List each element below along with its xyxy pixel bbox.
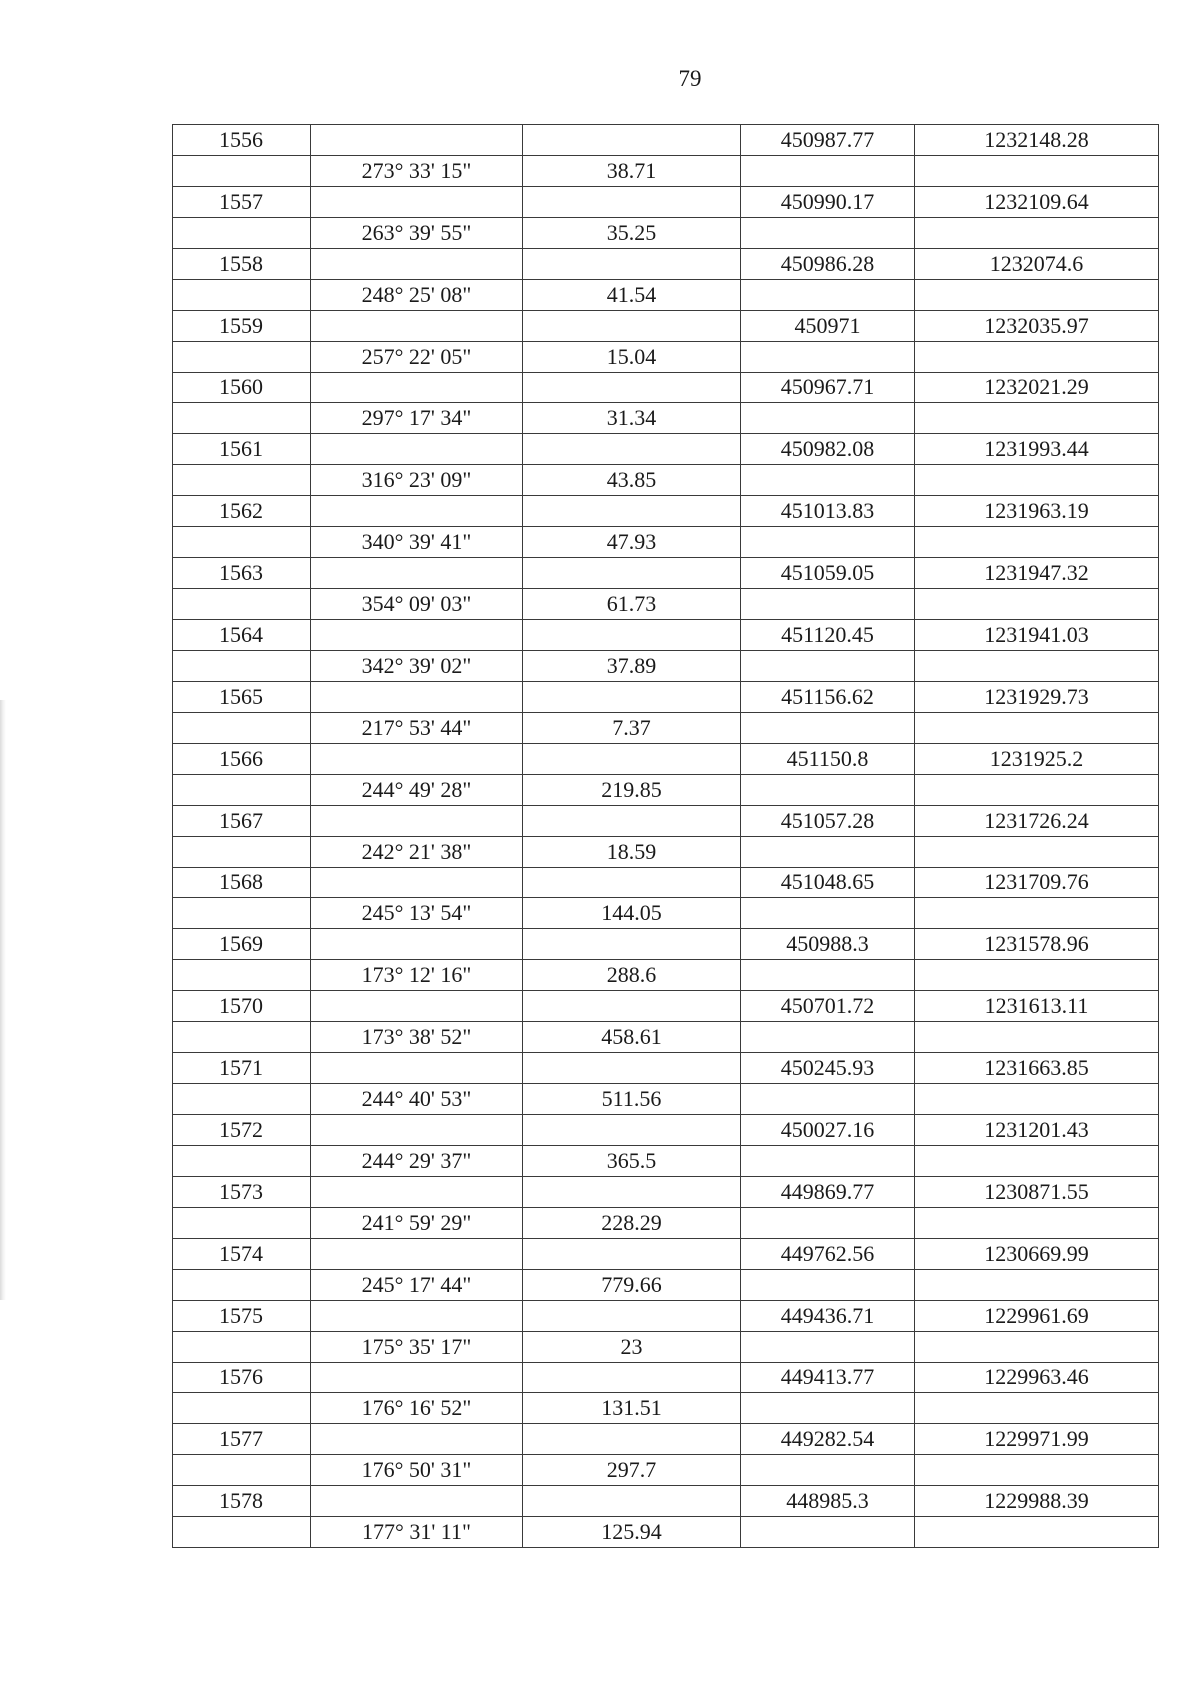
- cell-distance: [523, 1486, 741, 1517]
- table-row-course: [173, 1207, 1159, 1238]
- table-row-course: [173, 527, 1159, 558]
- cell-bearing: 342° 39' 02": [311, 650, 523, 681]
- cell-northing: 1231709.76: [915, 867, 1159, 898]
- cell-station: 1557: [173, 186, 311, 217]
- cell-bearing: 273° 33' 15": [311, 155, 523, 186]
- table-row-station: [173, 991, 1159, 1022]
- cell-distance: [523, 372, 741, 403]
- cell-easting: [741, 1084, 915, 1115]
- cell-easting: [741, 1455, 915, 1486]
- cell-station: [173, 1269, 311, 1300]
- table-row-station: [173, 1300, 1159, 1331]
- cell-station: [173, 1331, 311, 1362]
- table-row-station: [173, 125, 1159, 156]
- cell-distance: [523, 620, 741, 651]
- cell-distance: 47.93: [523, 527, 741, 558]
- cell-bearing: [311, 743, 523, 774]
- table-row-station: [173, 558, 1159, 589]
- cell-northing: [915, 712, 1159, 743]
- cell-northing: 1231663.85: [915, 1053, 1159, 1084]
- cell-northing: [915, 1455, 1159, 1486]
- cell-station: 1573: [173, 1176, 311, 1207]
- cell-station: 1560: [173, 372, 311, 403]
- cell-northing: [915, 1331, 1159, 1362]
- cell-distance: 365.5: [523, 1145, 741, 1176]
- cell-distance: [523, 1424, 741, 1455]
- table-row-station: [173, 929, 1159, 960]
- cell-distance: 37.89: [523, 650, 741, 681]
- survey-coordinates-table: [172, 124, 1159, 1548]
- scan-edge-shadow: [0, 700, 6, 1300]
- cell-bearing: [311, 125, 523, 156]
- cell-easting: 450701.72: [741, 991, 915, 1022]
- cell-northing: [915, 403, 1159, 434]
- cell-northing: 1232148.28: [915, 125, 1159, 156]
- cell-easting: [741, 403, 915, 434]
- table-row-course: [173, 1393, 1159, 1424]
- cell-easting: [741, 960, 915, 991]
- cell-station: [173, 1207, 311, 1238]
- cell-bearing: 242° 21' 38": [311, 836, 523, 867]
- cell-distance: [523, 1362, 741, 1393]
- cell-station: [173, 960, 311, 991]
- cell-distance: 511.56: [523, 1084, 741, 1115]
- cell-easting: 450027.16: [741, 1115, 915, 1146]
- cell-station: [173, 650, 311, 681]
- cell-easting: 449282.54: [741, 1424, 915, 1455]
- cell-distance: 458.61: [523, 1022, 741, 1053]
- table-row-station: [173, 496, 1159, 527]
- cell-distance: 38.71: [523, 155, 741, 186]
- cell-easting: 451150.8: [741, 743, 915, 774]
- cell-northing: 1231726.24: [915, 805, 1159, 836]
- cell-station: 1568: [173, 867, 311, 898]
- table-row-station: [173, 434, 1159, 465]
- cell-distance: 144.05: [523, 898, 741, 929]
- cell-bearing: [311, 620, 523, 651]
- cell-distance: [523, 1115, 741, 1146]
- cell-easting: 448985.3: [741, 1486, 915, 1517]
- cell-easting: [741, 712, 915, 743]
- cell-northing: 1232021.29: [915, 372, 1159, 403]
- cell-bearing: 217° 53' 44": [311, 712, 523, 743]
- table-row-course: [173, 155, 1159, 186]
- table-row-station: [173, 186, 1159, 217]
- cell-station: [173, 1455, 311, 1486]
- cell-northing: 1231929.73: [915, 681, 1159, 712]
- cell-northing: 1229961.69: [915, 1300, 1159, 1331]
- cell-distance: 43.85: [523, 465, 741, 496]
- cell-easting: 451156.62: [741, 681, 915, 712]
- cell-station: 1570: [173, 991, 311, 1022]
- cell-easting: 451013.83: [741, 496, 915, 527]
- cell-easting: 450987.77: [741, 125, 915, 156]
- cell-bearing: 175° 35' 17": [311, 1331, 523, 1362]
- table-row-course: [173, 1331, 1159, 1362]
- table-row-course: [173, 1269, 1159, 1300]
- cell-northing: [915, 774, 1159, 805]
- cell-easting: 450982.08: [741, 434, 915, 465]
- cell-easting: [741, 1517, 915, 1548]
- cell-station: [173, 1517, 311, 1548]
- cell-bearing: [311, 434, 523, 465]
- cell-station: [173, 836, 311, 867]
- cell-station: [173, 527, 311, 558]
- cell-easting: [741, 217, 915, 248]
- cell-station: [173, 1084, 311, 1115]
- cell-northing: [915, 527, 1159, 558]
- cell-station: 1561: [173, 434, 311, 465]
- cell-distance: [523, 434, 741, 465]
- cell-northing: 1230871.55: [915, 1176, 1159, 1207]
- cell-distance: 131.51: [523, 1393, 741, 1424]
- cell-station: 1575: [173, 1300, 311, 1331]
- cell-bearing: [311, 1176, 523, 1207]
- cell-northing: 1231578.96: [915, 929, 1159, 960]
- cell-distance: [523, 1300, 741, 1331]
- cell-distance: 41.54: [523, 279, 741, 310]
- cell-station: 1564: [173, 620, 311, 651]
- cell-northing: [915, 465, 1159, 496]
- cell-station: 1567: [173, 805, 311, 836]
- cell-bearing: [311, 372, 523, 403]
- cell-northing: [915, 898, 1159, 929]
- cell-bearing: [311, 1424, 523, 1455]
- cell-easting: [741, 589, 915, 620]
- cell-bearing: [311, 558, 523, 589]
- cell-bearing: [311, 929, 523, 960]
- cell-bearing: 340° 39' 41": [311, 527, 523, 558]
- cell-station: 1578: [173, 1486, 311, 1517]
- cell-station: [173, 403, 311, 434]
- table-row-course: [173, 712, 1159, 743]
- cell-station: 1556: [173, 125, 311, 156]
- cell-easting: 449413.77: [741, 1362, 915, 1393]
- cell-station: [173, 898, 311, 929]
- cell-bearing: [311, 681, 523, 712]
- cell-bearing: [311, 1115, 523, 1146]
- cell-northing: [915, 650, 1159, 681]
- cell-northing: [915, 1084, 1159, 1115]
- cell-northing: [915, 1207, 1159, 1238]
- table-body: [173, 125, 1159, 1548]
- cell-distance: [523, 1053, 741, 1084]
- cell-bearing: [311, 991, 523, 1022]
- cell-distance: [523, 805, 741, 836]
- cell-distance: 31.34: [523, 403, 741, 434]
- cell-northing: 1231925.2: [915, 743, 1159, 774]
- page-number: 79: [678, 66, 702, 91]
- cell-northing: [915, 217, 1159, 248]
- cell-bearing: [311, 310, 523, 341]
- cell-easting: [741, 898, 915, 929]
- cell-station: 1569: [173, 929, 311, 960]
- cell-northing: [915, 960, 1159, 991]
- cell-distance: 297.7: [523, 1455, 741, 1486]
- cell-northing: 1231947.32: [915, 558, 1159, 589]
- table-row-station: [173, 1424, 1159, 1455]
- cell-northing: 1230669.99: [915, 1238, 1159, 1269]
- cell-bearing: 177° 31' 11": [311, 1517, 523, 1548]
- cell-northing: [915, 1269, 1159, 1300]
- table-row-station: [173, 681, 1159, 712]
- cell-station: [173, 589, 311, 620]
- cell-bearing: [311, 186, 523, 217]
- table-row-course: [173, 1455, 1159, 1486]
- cell-easting: [741, 341, 915, 372]
- cell-bearing: [311, 1362, 523, 1393]
- cell-distance: 35.25: [523, 217, 741, 248]
- cell-bearing: 176° 50' 31": [311, 1455, 523, 1486]
- cell-easting: [741, 155, 915, 186]
- cell-easting: 449436.71: [741, 1300, 915, 1331]
- cell-station: [173, 279, 311, 310]
- cell-northing: 1231963.19: [915, 496, 1159, 527]
- table-row-station: [173, 1486, 1159, 1517]
- cell-northing: [915, 589, 1159, 620]
- cell-easting: 451120.45: [741, 620, 915, 651]
- cell-bearing: 176° 16' 52": [311, 1393, 523, 1424]
- table-row-station: [173, 1053, 1159, 1084]
- table-row-course: [173, 650, 1159, 681]
- cell-bearing: [311, 1238, 523, 1269]
- cell-easting: [741, 1022, 915, 1053]
- cell-bearing: 241° 59' 29": [311, 1207, 523, 1238]
- cell-bearing: [311, 805, 523, 836]
- cell-distance: [523, 310, 741, 341]
- cell-station: 1577: [173, 1424, 311, 1455]
- cell-station: [173, 341, 311, 372]
- table-row-course: [173, 960, 1159, 991]
- table-row-course: [173, 279, 1159, 310]
- cell-station: 1566: [173, 743, 311, 774]
- cell-easting: 450245.93: [741, 1053, 915, 1084]
- cell-distance: 779.66: [523, 1269, 741, 1300]
- cell-station: 1565: [173, 681, 311, 712]
- table-row-station: [173, 248, 1159, 279]
- cell-station: 1571: [173, 1053, 311, 1084]
- cell-bearing: 316° 23' 09": [311, 465, 523, 496]
- cell-station: [173, 712, 311, 743]
- cell-easting: [741, 1393, 915, 1424]
- table-row-course: [173, 217, 1159, 248]
- cell-easting: 449869.77: [741, 1176, 915, 1207]
- cell-easting: [741, 774, 915, 805]
- cell-station: 1563: [173, 558, 311, 589]
- cell-bearing: 244° 40' 53": [311, 1084, 523, 1115]
- cell-northing: 1229963.46: [915, 1362, 1159, 1393]
- cell-bearing: 248° 25' 08": [311, 279, 523, 310]
- cell-northing: 1229971.99: [915, 1424, 1159, 1455]
- cell-northing: [915, 279, 1159, 310]
- cell-northing: [915, 1022, 1159, 1053]
- cell-station: 1562: [173, 496, 311, 527]
- table-row-course: [173, 1084, 1159, 1115]
- cell-station: 1558: [173, 248, 311, 279]
- table-row-course: [173, 465, 1159, 496]
- cell-station: [173, 1393, 311, 1424]
- cell-distance: [523, 991, 741, 1022]
- cell-northing: [915, 1145, 1159, 1176]
- cell-station: 1559: [173, 310, 311, 341]
- cell-distance: [523, 681, 741, 712]
- cell-station: [173, 217, 311, 248]
- cell-easting: [741, 279, 915, 310]
- table-row-course: [173, 403, 1159, 434]
- cell-easting: [741, 650, 915, 681]
- table-row-course: [173, 1517, 1159, 1548]
- cell-bearing: 245° 17' 44": [311, 1269, 523, 1300]
- cell-distance: [523, 1176, 741, 1207]
- cell-northing: [915, 1517, 1159, 1548]
- cell-northing: 1231201.43: [915, 1115, 1159, 1146]
- cell-bearing: 354° 09' 03": [311, 589, 523, 620]
- cell-distance: [523, 248, 741, 279]
- cell-bearing: [311, 248, 523, 279]
- table-row-station: [173, 1176, 1159, 1207]
- cell-easting: 450967.71: [741, 372, 915, 403]
- cell-bearing: 173° 12' 16": [311, 960, 523, 991]
- cell-bearing: 244° 29' 37": [311, 1145, 523, 1176]
- cell-distance: [523, 496, 741, 527]
- cell-northing: 1232109.64: [915, 186, 1159, 217]
- table-row-station: [173, 620, 1159, 651]
- cell-northing: 1232035.97: [915, 310, 1159, 341]
- cell-easting: [741, 1331, 915, 1362]
- cell-distance: [523, 929, 741, 960]
- table-row-course: [173, 774, 1159, 805]
- cell-distance: 18.59: [523, 836, 741, 867]
- cell-distance: [523, 867, 741, 898]
- cell-northing: 1231613.11: [915, 991, 1159, 1022]
- cell-easting: 451048.65: [741, 867, 915, 898]
- cell-distance: 288.6: [523, 960, 741, 991]
- cell-bearing: 297° 17' 34": [311, 403, 523, 434]
- cell-bearing: 173° 38' 52": [311, 1022, 523, 1053]
- table-row-station: [173, 1115, 1159, 1146]
- cell-easting: [741, 836, 915, 867]
- cell-northing: 1231941.03: [915, 620, 1159, 651]
- table-row-station: [173, 1238, 1159, 1269]
- cell-station: 1572: [173, 1115, 311, 1146]
- cell-distance: 228.29: [523, 1207, 741, 1238]
- table-row-station: [173, 867, 1159, 898]
- cell-station: [173, 1145, 311, 1176]
- cell-northing: 1229988.39: [915, 1486, 1159, 1517]
- table-row-station: [173, 310, 1159, 341]
- cell-bearing: [311, 496, 523, 527]
- cell-station: 1576: [173, 1362, 311, 1393]
- cell-station: 1574: [173, 1238, 311, 1269]
- cell-distance: [523, 1238, 741, 1269]
- cell-distance: 125.94: [523, 1517, 741, 1548]
- table-row-course: [173, 898, 1159, 929]
- cell-northing: 1231993.44: [915, 434, 1159, 465]
- cell-station: [173, 1022, 311, 1053]
- table-row-course: [173, 589, 1159, 620]
- cell-easting: 450986.28: [741, 248, 915, 279]
- cell-distance: 219.85: [523, 774, 741, 805]
- cell-easting: [741, 1269, 915, 1300]
- cell-station: [173, 465, 311, 496]
- cell-bearing: [311, 1053, 523, 1084]
- table-row-station: [173, 743, 1159, 774]
- cell-northing: [915, 341, 1159, 372]
- cell-distance: 7.37: [523, 712, 741, 743]
- cell-easting: 450971: [741, 310, 915, 341]
- cell-easting: 449762.56: [741, 1238, 915, 1269]
- table-row-course: [173, 1145, 1159, 1176]
- cell-northing: [915, 155, 1159, 186]
- cell-bearing: 263° 39' 55": [311, 217, 523, 248]
- cell-northing: [915, 836, 1159, 867]
- table-row-station: [173, 805, 1159, 836]
- cell-bearing: [311, 867, 523, 898]
- cell-easting: 451059.05: [741, 558, 915, 589]
- cell-station: [173, 774, 311, 805]
- cell-distance: 15.04: [523, 341, 741, 372]
- cell-northing: [915, 1393, 1159, 1424]
- cell-easting: [741, 1145, 915, 1176]
- cell-distance: 61.73: [523, 589, 741, 620]
- cell-northing: 1232074.6: [915, 248, 1159, 279]
- cell-bearing: 257° 22' 05": [311, 341, 523, 372]
- cell-easting: [741, 1207, 915, 1238]
- cell-easting: 450988.3: [741, 929, 915, 960]
- cell-bearing: [311, 1486, 523, 1517]
- cell-station: [173, 155, 311, 186]
- cell-easting: 451057.28: [741, 805, 915, 836]
- cell-distance: [523, 558, 741, 589]
- table-row-station: [173, 372, 1159, 403]
- cell-distance: 23: [523, 1331, 741, 1362]
- table-row-course: [173, 836, 1159, 867]
- cell-distance: [523, 743, 741, 774]
- table-row-station: [173, 1362, 1159, 1393]
- cell-easting: [741, 527, 915, 558]
- cell-bearing: 245° 13' 54": [311, 898, 523, 929]
- cell-distance: [523, 125, 741, 156]
- cell-bearing: 244° 49' 28": [311, 774, 523, 805]
- cell-distance: [523, 186, 741, 217]
- cell-easting: [741, 465, 915, 496]
- table-row-course: [173, 341, 1159, 372]
- table-row-course: [173, 1022, 1159, 1053]
- cell-easting: 450990.17: [741, 186, 915, 217]
- cell-bearing: [311, 1300, 523, 1331]
